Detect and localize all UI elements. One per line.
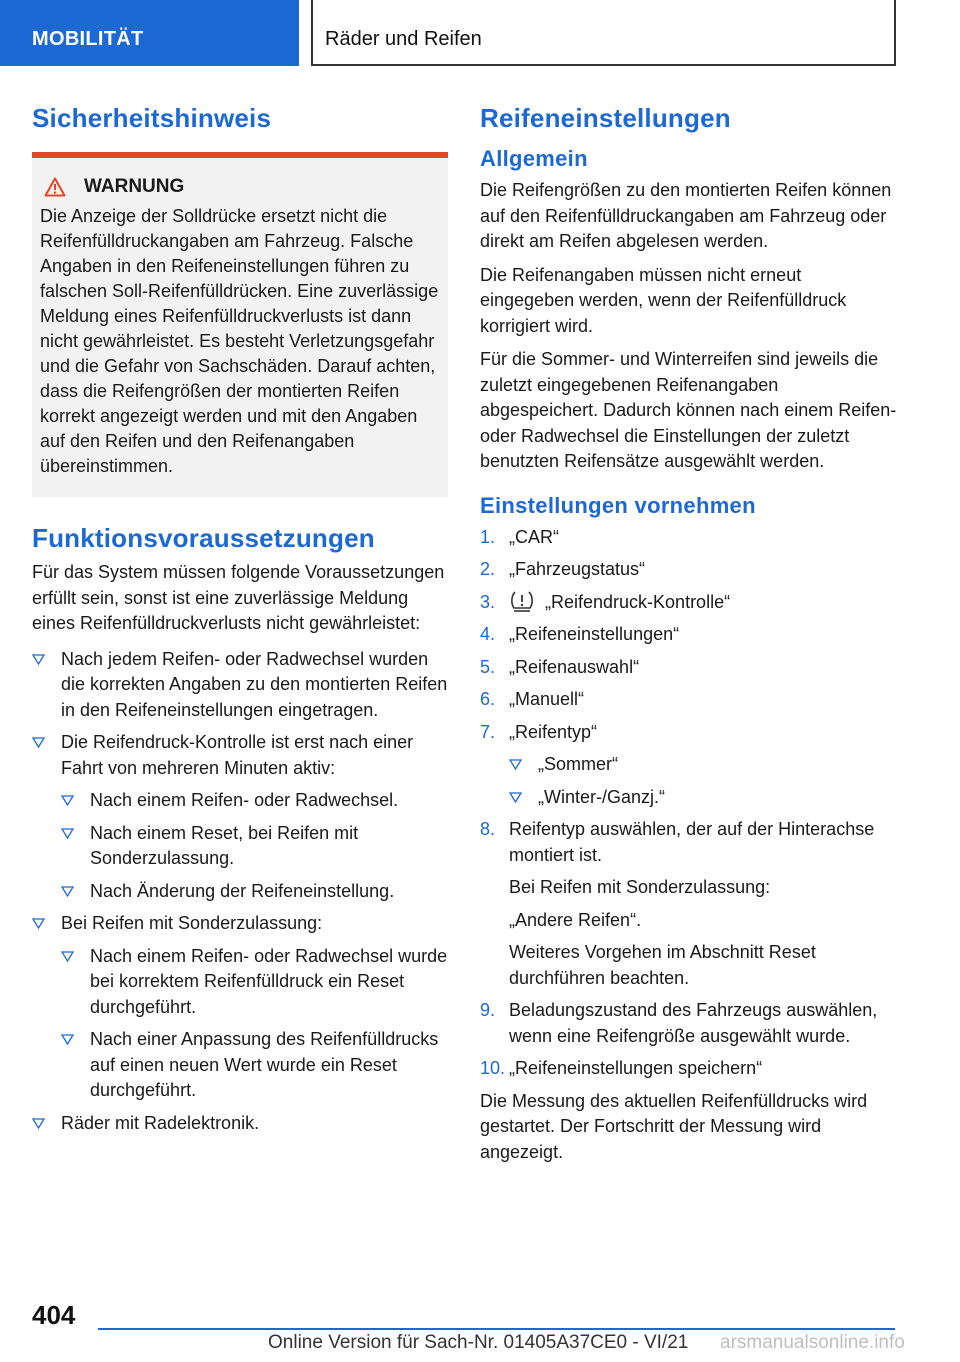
tire-pressure-warning-icon bbox=[509, 590, 535, 612]
section-tab: MOBILITÄT bbox=[0, 0, 299, 66]
triangle-bullet-icon bbox=[61, 795, 74, 806]
list-item: Nach einer Anpassung des Reifenfülldrucks auf einen neuen Wert wurde ein Reset durchgeführt. bbox=[61, 1027, 448, 1104]
list-item: Bei Reifen mit Sonderzulassung: Nach einem Reifen- oder Radwechsel wurde bei korrektem Reifenfülldruck ein Reset durchgeführt. Nach einer Anpassung des Reifenfülldrucks auf einen neuen Wert wurde ein Reset durchgeführt. bbox=[32, 911, 448, 1104]
general-paragraph: Die Reifenangaben müssen nicht erneut eingegeben werden, wenn der Reifenfülldruck korrigiert wird. bbox=[480, 264, 847, 336]
chapter-title: Räder und Reifen bbox=[311, 0, 896, 66]
warning-triangle-icon bbox=[44, 177, 66, 197]
step-note: „Andere Reifen“. bbox=[509, 909, 642, 930]
list-item: 9. Beladungszustand des Fahrzeugs auswählen, wenn eine Reifengröße ausgewählt wurde. bbox=[480, 1000, 878, 1046]
list-item: 8. Reifentyp auswählen, der auf der Hinterachse montiert ist. Bei Reifen mit Sonderzulassung: „Andere Reifen“. Weiteres Vorgehen im Abschnitt Reset durchführen beachten. bbox=[480, 817, 900, 991]
steps-list bbox=[480, 525, 900, 1082]
sub-list bbox=[61, 944, 448, 1104]
safety-heading: Sicherheitshinweis bbox=[32, 103, 272, 133]
list-item: Nach einem Reifen- oder Radwechsel wurde bei korrektem Reifenfülldruck ein Reset durchgeführt. bbox=[61, 944, 448, 1021]
settings-heading: Einstellungen vornehmen bbox=[480, 492, 756, 518]
watermark: arsmanualsonline.info bbox=[720, 1332, 905, 1353]
closing-paragraph: Die Messung des aktuellen Reifenfülldrucks wird gestartet. Der Fortschritt der Messung wird angezeigt. bbox=[480, 1090, 868, 1162]
list-item: 3. „Reifendruck-Kontrolle“ bbox=[480, 591, 731, 612]
list-item: Nach jedem Reifen- oder Radwechsel wurden die korrekten Angaben zu den montierten Reifen in den Reifeneinstellungen eingetragen. bbox=[32, 647, 448, 724]
list-item: „Sommer“ bbox=[509, 752, 900, 778]
list-item: Die Reifendruck-Kontrolle ist erst nach einer Fahrt von mehreren Minuten aktiv: Nach einem Reifen- oder Radwechsel. Nach einem Reset, bei Reifen mit Sonderzulassung. Nach Änderung der Reifeneinstellung. bbox=[32, 730, 448, 904]
triangle-bullet-icon bbox=[61, 1034, 74, 1045]
list-item: Nach einem Reset, bei Reifen mit Sonderzulassung. bbox=[61, 821, 448, 872]
warning-box bbox=[32, 152, 448, 497]
sub-list bbox=[509, 752, 900, 810]
list-item: 7. „Reifentyp“ „Sommer“ „Winter-/Ganzj.“ bbox=[480, 720, 900, 811]
sub-list bbox=[61, 788, 448, 904]
triangle-bullet-icon bbox=[61, 828, 74, 839]
footer-divider bbox=[98, 1328, 895, 1330]
list-item: „Winter-/Ganzj.“ bbox=[509, 785, 900, 811]
triangle-bullet-icon bbox=[61, 951, 74, 962]
general-paragraph: Für die Sommer- und Winterreifen sind jeweils die zuletzt eingegebenen Reifenangaben abgespeichert. Dadurch können nach einem Reifen- oder Radwechsel die Einstellungen der zuletzt benutzten Reifensätze ausgewählt werden. bbox=[480, 349, 897, 471]
triangle-bullet-icon bbox=[32, 737, 45, 748]
left-column bbox=[32, 103, 448, 1143]
warning-label: WARNUNG bbox=[84, 176, 185, 197]
list-item: 6. „Manuell“ bbox=[480, 689, 585, 709]
list-item: 10. „Reifeneinstellungen speichern“ bbox=[480, 1058, 763, 1078]
list-item: 4. „Reifeneinstellungen“ bbox=[480, 624, 680, 644]
tire-settings-heading: Reifeneinstellungen bbox=[480, 103, 731, 133]
step-note: Bei Reifen mit Sonderzulassung: bbox=[509, 877, 771, 897]
list-item: Nach einem Reifen- oder Radwechsel. bbox=[61, 788, 448, 814]
requirements-intro: Für das System müssen folgende Voraussetzungen erfüllt sein, sonst ist eine zuverlässige Meldung eines Reifenfülldruckverlusts nicht gewährleistet: bbox=[32, 562, 445, 633]
right-column bbox=[480, 103, 900, 1173]
requirements-list bbox=[32, 647, 448, 1137]
page-number: 404 bbox=[32, 1300, 76, 1330]
triangle-bullet-icon bbox=[32, 654, 45, 665]
triangle-bullet-icon bbox=[32, 918, 45, 929]
warning-text: Die Anzeige der Solldrücke ersetzt nicht die Reifenfülldruckangaben am Fahrzeug. Falsche Angaben in den Reifeneinstellungen führen zu falschen Soll-Reifenfülldrücken. Eine zuverlässige Meldung eines Reifenfülldruckverlusts ist dann nicht gewährleistet. Es besteht Verletzungsgefahr und die Gefahr von Sachschäden. Darauf achten, dass die Reifengrößen der montierten Reifen korrekt angezeigt werden und mit den Angaben auf den Reifen und den Reifenangaben übereinstimmen. bbox=[40, 206, 439, 476]
requirements-heading: Funktionsvoraussetzungen bbox=[32, 523, 375, 553]
list-item: Räder mit Radelektronik. bbox=[32, 1111, 448, 1137]
list-item: 1. „CAR“ bbox=[480, 526, 559, 547]
footer-version: Online Version für Sach-Nr. 01405A37CE0 - VI/21 bbox=[268, 1332, 689, 1353]
general-paragraph: Die Reifengrößen zu den montierten Reifen können auf den Reifenfülldruckangaben am Fahrzeug oder direkt am Reifen abgelesen werden. bbox=[480, 180, 892, 251]
list-item: 2. „Fahrzeugstatus“ bbox=[480, 559, 646, 579]
triangle-bullet-icon bbox=[32, 1118, 45, 1129]
warning-header bbox=[40, 176, 440, 198]
triangle-bullet-icon bbox=[61, 886, 74, 897]
list-item: 5. „Reifenauswahl“ bbox=[480, 656, 640, 677]
step-note: Weiteres Vorgehen im Abschnitt Reset durchführen beachten. bbox=[509, 942, 816, 988]
list-item: Nach Änderung der Reifeneinstellung. bbox=[61, 879, 448, 905]
triangle-bullet-icon bbox=[509, 792, 522, 803]
triangle-bullet-icon bbox=[509, 759, 522, 770]
general-heading: Allgemein bbox=[480, 146, 588, 171]
